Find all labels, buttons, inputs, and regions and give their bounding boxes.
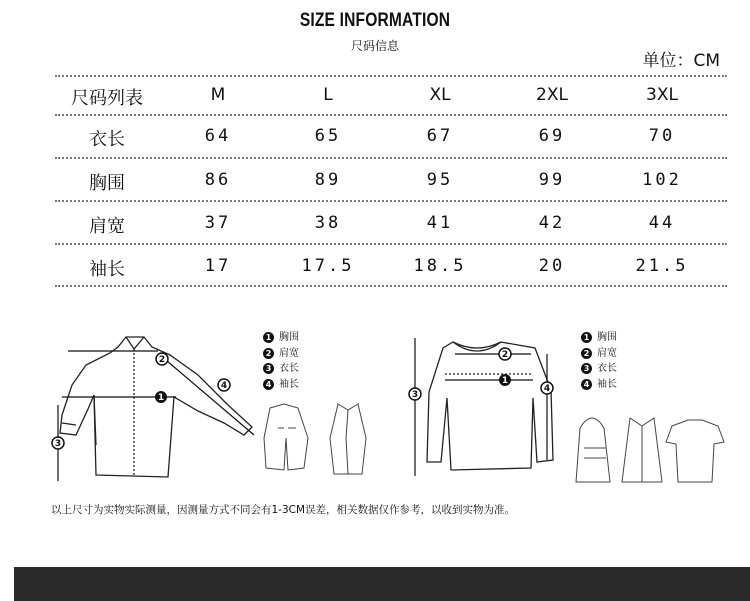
marker-label: 4 — [220, 381, 228, 391]
sweater-measurement-diagram — [405, 330, 575, 485]
page-subtitle: 尺码信息 — [350, 39, 399, 53]
table-divider — [55, 157, 727, 159]
size-header: 2XL — [536, 85, 568, 105]
table-divider — [55, 75, 727, 77]
table-cell: 18.5 — [413, 256, 467, 276]
table-row — [55, 210, 727, 240]
table-cell: 67 — [426, 126, 454, 146]
table-cell: 64 — [204, 126, 232, 146]
table-cell: 44 — [648, 213, 676, 233]
legend-item: 4 袖长 — [581, 377, 617, 393]
legend-item: 4 袖长 — [263, 377, 299, 393]
table-cell: 89 — [314, 170, 342, 190]
row-label: 袖长 — [89, 259, 125, 280]
legend-right — [581, 330, 617, 392]
row-label: 胸围 — [89, 173, 125, 194]
legend-item: 1 胸围 — [581, 330, 617, 346]
disclaimer-note: 以上尺寸为实物实际测量，因测量方式不同会有1-3CM误差，相关数据仅作参考，以收到实物为准。 — [51, 504, 516, 516]
row-label: 衣长 — [89, 129, 125, 150]
marker-label: 1 — [157, 393, 165, 403]
corner-label: 尺码列表 — [71, 88, 143, 109]
table-divider — [55, 285, 727, 287]
table-cell: 70 — [648, 126, 676, 146]
marker-label: 1 — [501, 376, 509, 386]
table-cell: 69 — [538, 126, 566, 146]
table-row — [55, 167, 727, 197]
legend-left — [263, 330, 299, 392]
table-cell: 102 — [642, 170, 682, 190]
marker-label: 2 — [501, 350, 509, 360]
table-row — [55, 253, 727, 283]
page-title: SIZE INFORMATION — [299, 10, 451, 31]
table-row — [55, 123, 727, 153]
table-cell: 20 — [538, 256, 566, 276]
size-header: 3XL — [646, 85, 678, 105]
footer-bar — [14, 567, 750, 601]
jacket-sketches-icon — [258, 398, 378, 478]
size-header: XL — [429, 85, 451, 105]
table-cell: 65 — [314, 126, 342, 146]
marker-label: 4 — [543, 384, 551, 394]
table-cell: 42 — [538, 213, 566, 233]
legend-item: 3 衣长 — [581, 361, 617, 377]
shirt-measurement-diagram — [48, 325, 268, 485]
legend-item: 2 肩宽 — [263, 346, 299, 362]
table-cell: 17.5 — [301, 256, 355, 276]
table-cell: 41 — [426, 213, 454, 233]
table-cell: 17 — [204, 256, 232, 276]
garment-sketches-icon — [572, 408, 732, 490]
table-divider — [55, 200, 727, 202]
table-cell: 38 — [314, 213, 342, 233]
table-cell: 86 — [204, 170, 232, 190]
table-cell: 95 — [426, 170, 454, 190]
marker-label: 3 — [411, 390, 419, 400]
row-label: 肩宽 — [89, 216, 125, 237]
table-divider — [55, 243, 727, 245]
legend-item: 3 衣长 — [263, 361, 299, 377]
legend-item: 1 胸围 — [263, 330, 299, 346]
table-header-row — [55, 82, 727, 112]
marker-label: 3 — [54, 439, 62, 449]
legend-item: 2 肩宽 — [581, 346, 617, 362]
table-cell: 37 — [204, 213, 232, 233]
size-header: L — [323, 85, 333, 105]
table-cell: 21.5 — [635, 256, 689, 276]
size-header: M — [210, 85, 226, 105]
table-divider — [55, 114, 727, 116]
marker-label: 2 — [158, 355, 166, 365]
unit-label: 单位：CM — [642, 51, 720, 71]
table-cell: 99 — [538, 170, 566, 190]
